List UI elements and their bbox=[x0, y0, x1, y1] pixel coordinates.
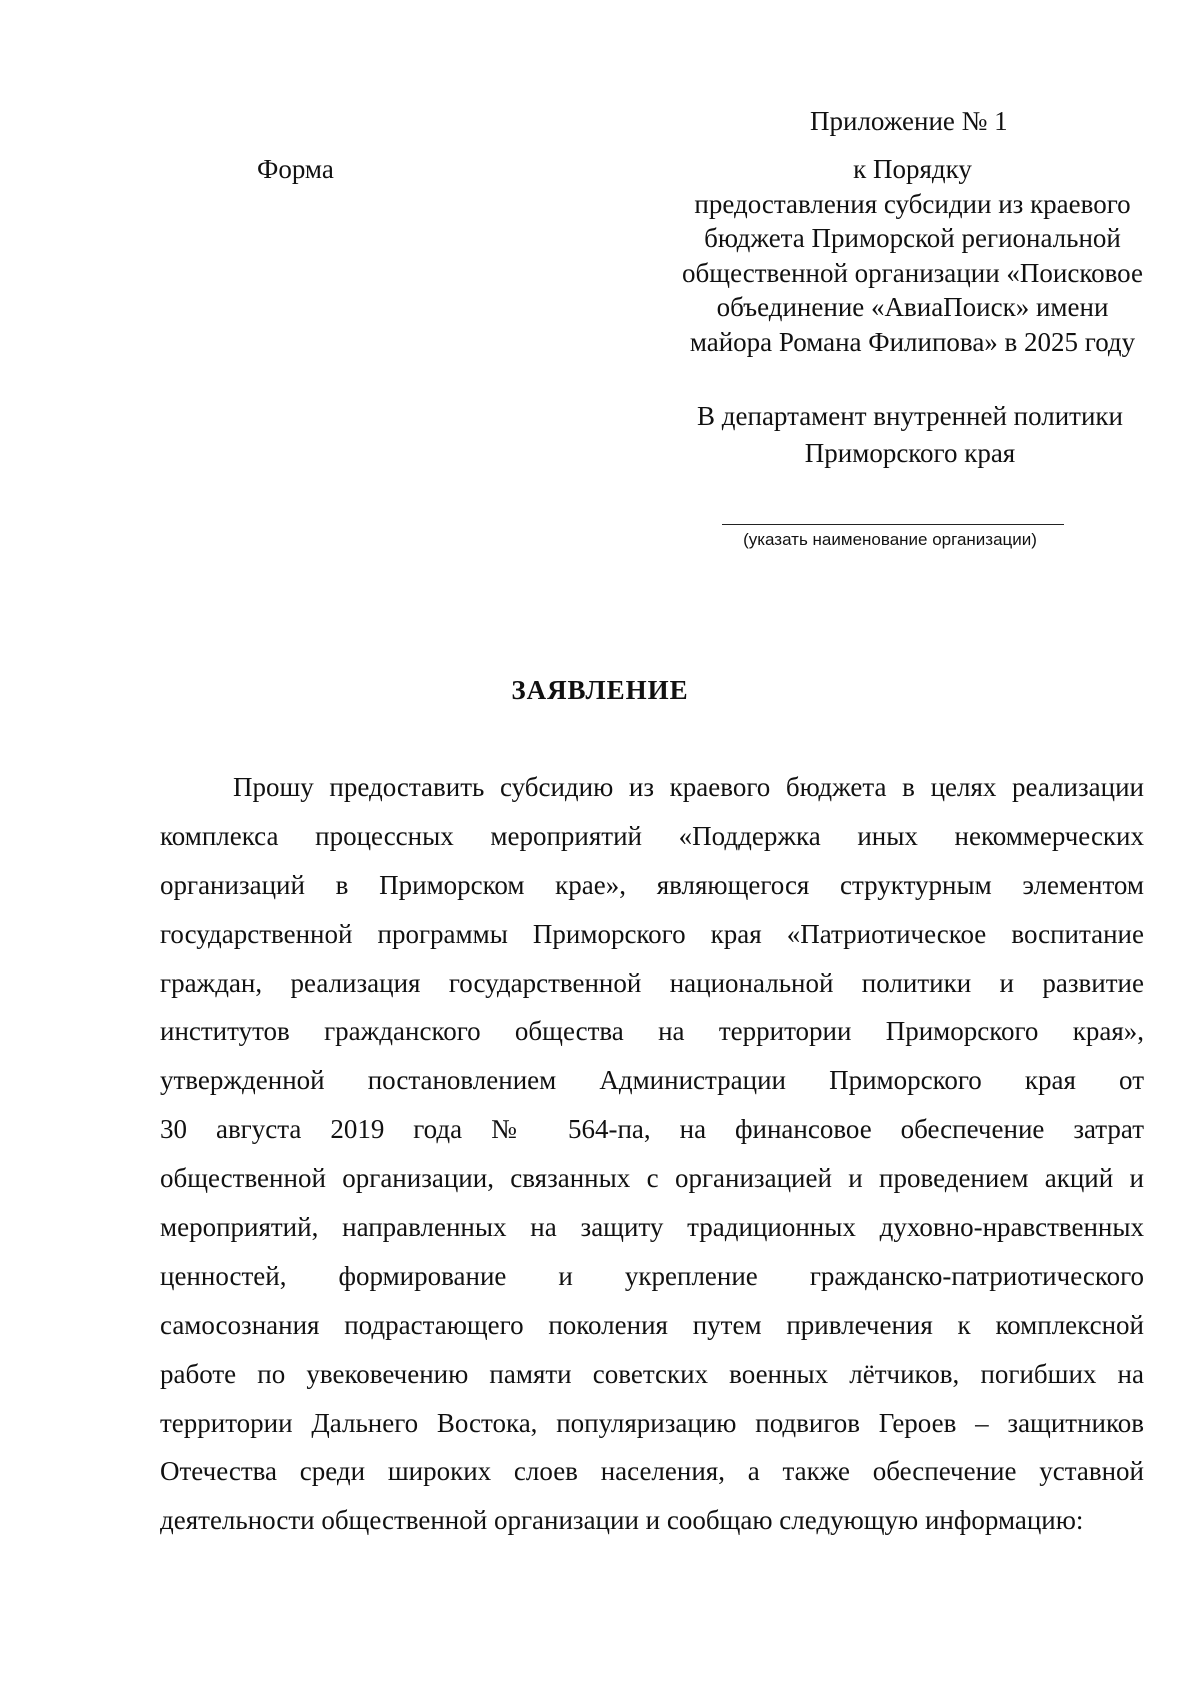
body-line: граждан, реализация государственной национальной политики и развитие bbox=[160, 967, 1144, 998]
addressee-line: В департамент внутренней политики bbox=[697, 401, 1123, 431]
addressee-block bbox=[660, 398, 1160, 472]
appendix-reference-line: майора Романа Филипова» в 2025 году bbox=[689, 326, 1136, 357]
body-line: мероприятий, направленных на защиту традиционных духовно-нравственных bbox=[160, 1212, 1144, 1243]
body-line: организаций в Приморском крае», являющегося структурным элементом bbox=[160, 869, 1144, 900]
body-line: комплекса процессных мероприятий «Поддержка иных некоммерческих bbox=[160, 820, 1144, 851]
appendix-reference-line: объединение «АвиаПоиск» имени bbox=[716, 292, 1109, 322]
body-line: ценностей, формирование и укрепление гражданско-патриотического bbox=[160, 1260, 1144, 1291]
body-line: общественной организации, связанных с организацией и проведением акций и bbox=[160, 1163, 1144, 1194]
body-line: деятельности общественной организации и сообщаю следующую информацию: bbox=[160, 1505, 1084, 1536]
appendix-reference-line: общественной организации «Поисковое bbox=[682, 257, 1143, 288]
form-label: Форма bbox=[257, 154, 334, 184]
body-line: утвержденной постановлением Администрации Приморского края от bbox=[160, 1065, 1144, 1096]
body-line: Прошу предоставить субсидию из краевого бюджета в целях реализации bbox=[233, 772, 1144, 802]
appendix-reference-line: бюджета Приморской региональной bbox=[704, 223, 1121, 253]
appendix-reference-line: к Порядку bbox=[853, 154, 972, 184]
body-line: институтов гражданского общества на территории Приморского края», bbox=[160, 1016, 1144, 1047]
body-line: территории Дальнего Востока, популяризацию подвигов Героев – защитников bbox=[160, 1407, 1144, 1438]
body-line: Отечества среди широких слоев населения, а также обеспечение уставной bbox=[160, 1456, 1144, 1487]
body-line: 30 августа 2019 года № 564-па, на финансовое обеспечение затрат bbox=[160, 1114, 1144, 1145]
appendix-reference bbox=[655, 152, 1170, 359]
organization-name-blank-line bbox=[722, 524, 1064, 525]
appendix-reference-line: предоставления субсидии из краевого bbox=[694, 188, 1131, 219]
body-line: самосознания подрастающего поколения путем привлечения к комплексной bbox=[160, 1309, 1144, 1340]
appendix-number: Приложение № 1 bbox=[810, 106, 1008, 136]
addressee-line: Приморского края bbox=[804, 438, 1016, 468]
application-body bbox=[160, 770, 1144, 1552]
organization-name-hint: (указать наименование организации) bbox=[743, 530, 1037, 549]
body-line: государственной программы Приморского края «Патриотическое воспитание bbox=[160, 918, 1144, 949]
document-title: ЗАЯВЛЕНИЕ bbox=[511, 675, 689, 705]
body-line: работе по увековечению памяти советских военных лётчиков, погибших на bbox=[160, 1358, 1144, 1389]
